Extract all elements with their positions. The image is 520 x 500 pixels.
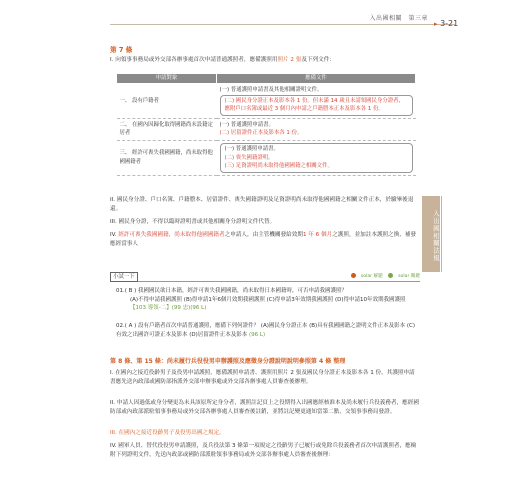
- row-1-docs: [217, 84, 416, 119]
- row-3-category: 三、 經許可喪失我國國籍，尚未取得他國國籍者: [117, 140, 217, 175]
- header-rule: [110, 24, 455, 25]
- article-7-paragraph-3: III. 國民身分證，不得以臨時證明書或其他相關身分證明文件代替。: [110, 219, 276, 225]
- q1-source: 【103 導領-二】(99 忠)(96 L): [130, 305, 207, 312]
- article-7-paragraph-4: [110, 231, 420, 249]
- solar-answer-tag: solar 解題: [351, 273, 383, 280]
- row-2-doc-2: (二) 居留證件正本及影本各 1 份。: [219, 130, 303, 137]
- p1-prefix: I.: [110, 57, 114, 63]
- row-2-docs: [217, 118, 416, 140]
- article-7-paragraph-2: II. 國民身分證、戶口名簿、戶籍謄本、居留證件、喪失國籍證明及足資證明尚未取得他國國籍之相關文件正本，於驗畢後退還。: [110, 197, 414, 212]
- row-3-doc-3: (三) 足資證明尚未取得他國國籍之相關文件。: [224, 163, 333, 170]
- row-1-category: 一、 設有戶籍者: [117, 84, 217, 119]
- p4-validity: 1 年 6 個月: [302, 232, 333, 238]
- q1-options: (A)不得申請我國護照 (B)得申請1年6個月效期我國護照 (C)得申請3年效期我國護照 (D)得申請10年效期我國護照 【103 導領-二】(99 忠)(96 L): [130, 296, 406, 312]
- article-7-paragraph-1: [110, 56, 420, 65]
- page-number-text: 3-21: [440, 19, 459, 28]
- article-8-paragraph-2: II. 申請人因過低或身分變更為未具該原所定身分者，護照註記頁上之役期得入出國應經核准本及尚未履行兵役義務者，應經國防部或內政部派駐領事事務局或外交部各辦事處人員審查後註銷，並將註記變更通知當第二點，交領事事務局發證。: [110, 400, 419, 415]
- row-1-doc-2-text: (二) 國民身分證正本及影本各 1 份。但未滿 14 歲且未請領國民身分證者，應附戶口名簿或最近 3 個月內申請之戶籍謄本正本及影本各 1 份。: [224, 97, 404, 113]
- solar-key-tag: solar 關鍵: [388, 273, 420, 280]
- answer-dot-icon: [351, 273, 356, 278]
- requirements-table: [116, 73, 416, 176]
- row-3-docs: [217, 140, 416, 175]
- table-row: [117, 118, 416, 140]
- row-1-doc-2: [220, 95, 413, 116]
- table-header-documents: 應備文件: [217, 74, 416, 84]
- row-2-category: 二、 在國內因歸化取得國籍尚未設籍定居者: [117, 118, 217, 140]
- q2-stem: 02.( A ) 設有戶籍者首次申請普通護照，應備下列何證件？ (A)國民身分證正本 (B)具有我國國籍之證明文件正本及影本 (C)有效之出國許可證正本及影本 (D)居留證件正本及影本: [116, 323, 416, 338]
- q1-stem: 01.( B ) 我國國民欲日本籍，經許可喪失我國國籍，尚未取得日本國籍時，可否申請我國護照？: [116, 288, 348, 294]
- p1-text-photo: 照片 2 張: [277, 57, 302, 63]
- p4-text: 之申請人，由主管機關發給效期: [224, 232, 303, 238]
- page-arrow-icon: ▸: [434, 20, 438, 28]
- p4-prefix: IV.: [110, 232, 117, 238]
- article-8-title: 第 8 條、第 15 條：尚未履行兵役役男申辦護照及應徵身分證說明說明參照第 4 條 整理: [110, 358, 346, 365]
- row-1-doc-1: (一) 普通護照申請書及其他相關證明文件。: [219, 87, 323, 93]
- article-7-title: 第 7 條: [110, 46, 133, 54]
- practice-label: 小試一下: [110, 272, 138, 282]
- table-row: [117, 84, 416, 119]
- row-2-doc-1: (一) 普通護照申請書。: [219, 121, 274, 128]
- p4-condition: 經許可喪失我國國籍，尚未取得他國國籍者: [118, 232, 225, 238]
- q2-source: (96 L): [249, 331, 266, 338]
- side-tab-rule: [441, 196, 442, 272]
- page-number: [434, 18, 458, 30]
- article-8-paragraph-1: I. 在國內之接近役齡男子及役男申請護照，應備護照申請書、護照用照片 2 張及國民身分證正本及影本各 1 份。其護照申請書應先送內政部或國防部指派外交部申辦事處或外交部各辦事處人員審查後辦理。: [110, 370, 415, 385]
- practice-icons: [347, 273, 420, 280]
- key-dot-icon: [388, 273, 393, 278]
- row-3-doc-1: (一) 普通護照申請書。: [224, 145, 279, 152]
- table-row: [117, 140, 416, 175]
- p1-text-c: 及下列文件：: [301, 57, 335, 63]
- side-chapter-tab: 入出國相關法規: [422, 196, 440, 272]
- article-8-paragraph-4: IV. 國軍人員、替代役役男申請護照，及兵役法第 3 條第一項規定之役齡男子已履行或免除兵役義務者首次申請護照者，應檢附下列證明文件，先送內政部或國防部派駐領事事務局或外交部各辦事處人員審查後辦理：: [110, 443, 417, 458]
- p1-text-a: 向領事事務局或外交部各辦事處首次申請普通護照者，應備護照用: [115, 57, 278, 63]
- practice-question-2: [116, 322, 420, 339]
- table-header-applicant: 申請對象: [117, 74, 217, 84]
- row-3-doc-2: (二) 喪失國籍證明。: [224, 154, 274, 161]
- article-8-paragraph-3: III. 在國內之接近役齡男子及役男出國之規定。: [110, 430, 225, 436]
- practice-header: [110, 272, 420, 282]
- practice-question-1: [116, 287, 420, 313]
- running-head: 入出國相關 第三章: [369, 15, 428, 22]
- p4-text-2: 之護照，並加註本護照之換、補發應經當事人: [110, 232, 417, 247]
- row-3-doc-box: [220, 143, 413, 173]
